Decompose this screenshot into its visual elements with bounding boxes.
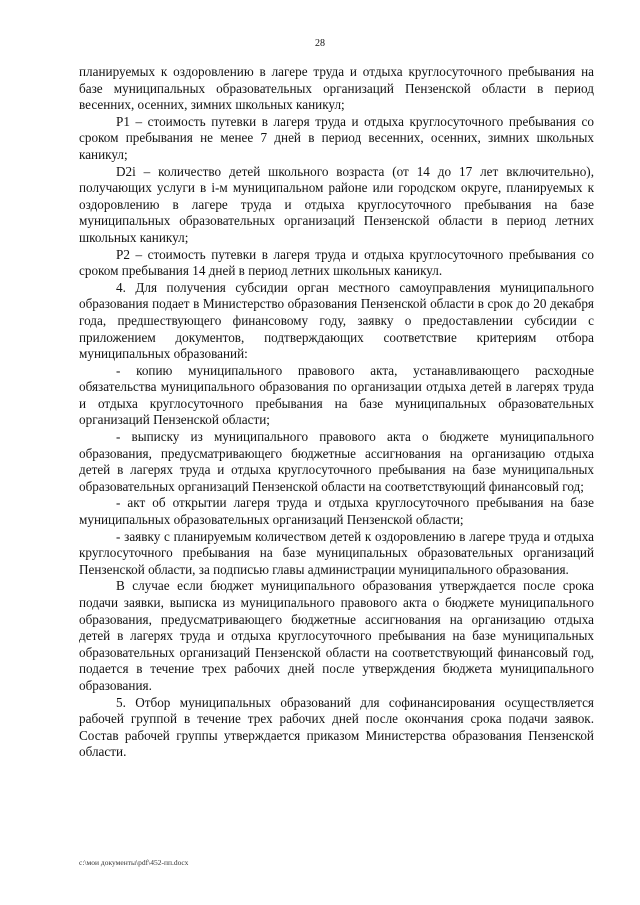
paragraph-p2-definition: P2 – стоимость путевки в лагеря труда и отдыха круглосуточного пребывания со сроком пребывания 14 дней в период летних школьных каникул.	[79, 246, 594, 279]
list-item-application: - заявку с планируемым количеством детей к оздоровлению в лагере труда и отдыха круглосуточного пребывания на базе муниципальных образовательных организаций Пензенской области, за подписью главы администрации муниципального образования.	[79, 528, 594, 577]
list-item-camp-opening-act: - акт об открытии лагеря труда и отдыха круглосуточного пребывания на базе муниципальных образовательных организаций Пензенской области;	[79, 495, 594, 528]
document-body	[79, 64, 594, 761]
paragraph-clause-4: 4. Для получения субсидии орган местного самоуправления муниципального образования подает в Министерство образования Пензенской области в срок до 20 декабря года, предшествующего финансовому году, заявку о предоставлении субсидии с приложением документов, подтверждающих соответствие критериям отбора муниципальных образований:	[79, 279, 594, 362]
page-number: 28	[315, 38, 325, 49]
footer-file-path: c:\мои документы\pdf\452-пп.docx	[79, 858, 189, 867]
paragraph-clause-5: 5. Отбор муниципальных образований для софинансирования осуществляется рабочей группой в течение трех рабочих дней после окончания срока подачи заявок. Состав рабочей группы утверждается приказом Министерства образования Пензенской области.	[79, 694, 594, 760]
paragraph-d2i-definition: D2i – количество детей школьного возраста (от 14 до 17 лет включительно), получающих услуги в i-м муниципальном районе или городском округе, планируемых к оздоровлению в лагере труда и отдыха круглосуточного пребывания на базе муниципальных образовательных организаций Пензенской области в период летних школьных каникул;	[79, 163, 594, 245]
list-item-budget-extract: - выписку из муниципального правового акта о бюджете муниципального образования, предусматривающего бюджетные ассигнования на организацию отдыха детей в лагерях труда и отдыха круглосуточного пребывания на базе муниципальных образовательных организаций Пензенской области на соответствующий финансовый год;	[79, 429, 594, 494]
paragraph-budget-case: В случае если бюджет муниципального образования утверждается после срока подачи заявки, выписка из муниципального правового акта о бюджете муниципального образования, предусматривающего бюджетные ассигнования на организацию отдыха детей в лагерях труда и отдыха круглосуточного пребывания на базе муниципальных образовательных организаций Пензенской области на соответствующий финансовый год, подается в течение трех рабочих дней после утверждения бюджета муниципального образования.	[79, 578, 594, 693]
paragraph-continuation: планируемых к оздоровлению в лагере труда и отдыха круглосуточного пребывания на базе муниципальных образовательных организаций Пензенской области в период весенних, осенних, зимних школьных каникул;	[79, 64, 594, 113]
paragraph-p1-definition: P1 – стоимость путевки в лагеря труда и отдыха круглосуточного пребывания со сроком пребывания не менее 7 дней в период весенних, осенних, зимних школьных каникул;	[79, 113, 594, 162]
list-item-legal-act-copy: - копию муниципального правового акта, устанавливающего расходные обязательства муниципального образования по организации отдыха детей в лагерях труда и отдыха круглосуточного пребывания на базе муниципальных образовательных организаций Пензенской области;	[79, 362, 594, 428]
